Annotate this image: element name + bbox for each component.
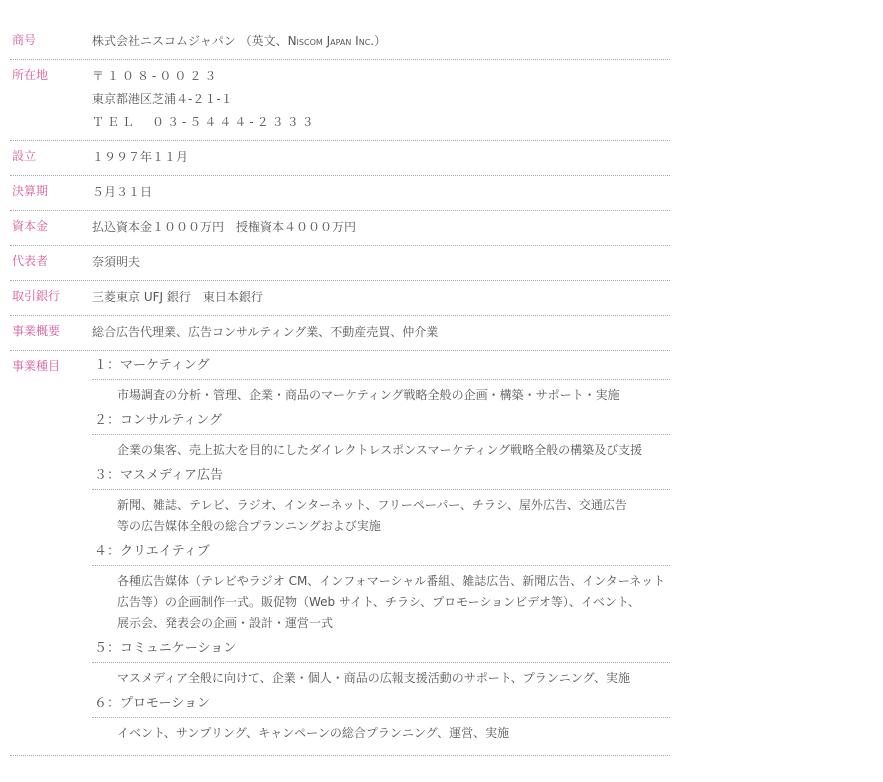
description-line: 新聞、雑誌、テレビ、ラジオ、インターネット、フリーペーパー、チラシ、屋外広告、交通広告 [117, 498, 627, 512]
value-banks [92, 286, 670, 309]
business-item-creative [92, 542, 670, 639]
business-item-title: １：マーケティング [92, 356, 670, 380]
value-fiscal-period [92, 181, 670, 204]
business-overview-text: 総合広告代理業、広告コンサルティング業、不動産売買、仲介業 [92, 325, 439, 339]
established-date: １９９７年１１月 [92, 150, 189, 164]
description-line: 市場調査の分析・管理、企業・商品のマーケティング戦略全般の企画・構築・サポート・実施 [117, 388, 620, 402]
label-trade-name: 商号 [12, 33, 37, 47]
row-business-overview [10, 316, 670, 351]
business-item-consulting [92, 411, 670, 466]
business-item-description [92, 718, 670, 749]
row-business-items [10, 351, 670, 756]
business-item-title: ２：コンサルティング [92, 411, 670, 435]
label-capital: 資本金 [12, 219, 49, 233]
business-item-description [92, 663, 670, 694]
label-business-items: 事業種目 [12, 359, 61, 373]
description-line: イベント、サンプリング、キャンペーンの総合プランニング、運営、実施 [117, 726, 510, 740]
value-established [92, 146, 670, 169]
row-address [10, 60, 670, 141]
street-address: 東京都港区芝浦４-２１-１ [92, 92, 233, 106]
telephone: ＴＥＬ ０３-５４４４-２３３３ [92, 115, 317, 129]
banks-text: 三菱東京 UFJ 銀行 東日本銀行 [92, 290, 263, 304]
business-item-description [92, 490, 670, 542]
business-item-title: ３：マスメディア広告 [92, 466, 670, 490]
row-trade-name [10, 25, 670, 60]
business-item-communication [92, 639, 670, 694]
row-representative [10, 246, 670, 281]
description-line: 企業の集客、売上拡大を目的にしたダイレクトレスポンスマーケティング戦略全般の構築及び支援 [117, 443, 643, 457]
representative-name: 奈須明夫 [92, 255, 141, 269]
postal-code: 〒１０８-００２３ [92, 69, 220, 83]
business-item-marketing [92, 356, 670, 411]
value-trade-name [92, 30, 670, 53]
label-established: 設立 [12, 149, 37, 163]
business-item-description [92, 380, 670, 411]
value-business-overview [92, 321, 670, 344]
capital-text: 払込資本金１０００万円 授権資本４０００万円 [92, 220, 357, 234]
description-line: 等の広告媒体全般の総合プランニングおよび実施 [117, 519, 381, 533]
business-item-description [92, 566, 670, 639]
trade-name-text: 株式会社ニスコムジャパン （英文、Niscom Japan Inc.） [92, 34, 387, 48]
row-banks [10, 281, 670, 316]
business-item-description [92, 435, 670, 466]
label-representative: 代表者 [12, 254, 49, 268]
value-capital [92, 216, 670, 239]
label-address: 所在地 [12, 68, 49, 82]
description-line: 展示会、発表会の企画・設計・運営一式 [117, 616, 334, 630]
value-representative [92, 251, 670, 274]
row-fiscal-period [10, 176, 670, 211]
business-item-title: ４：クリエイティブ [92, 542, 670, 566]
row-established [10, 141, 670, 176]
business-item-promotion [92, 694, 670, 749]
row-capital [10, 211, 670, 246]
description-line: マスメディア全般に向けて、企業・個人・商品の広報支援活動のサポート、プランニング、実施 [117, 671, 631, 685]
description-line: 広告等）の企画制作一式。販促物（Web サイト、チラシ、プロモーションビデオ等）、イベント、 [117, 595, 640, 609]
label-business-overview: 事業概要 [12, 324, 61, 338]
business-item-mass-media [92, 466, 670, 542]
fiscal-period-date: ５月３１日 [92, 185, 153, 199]
value-address [92, 65, 670, 134]
label-banks: 取引銀行 [12, 289, 61, 303]
business-items-list [92, 356, 670, 749]
description-line: 各種広告媒体（テレビやラジオ CM、インフォマーシャル番組、雑誌広告、新聞広告、インターネット [117, 574, 666, 588]
company-profile-table [10, 25, 670, 756]
label-fiscal-period: 決算期 [12, 184, 49, 198]
business-item-title: ５：コミュニケーション [92, 639, 670, 663]
business-item-title: ６：プロモーション [92, 694, 670, 718]
